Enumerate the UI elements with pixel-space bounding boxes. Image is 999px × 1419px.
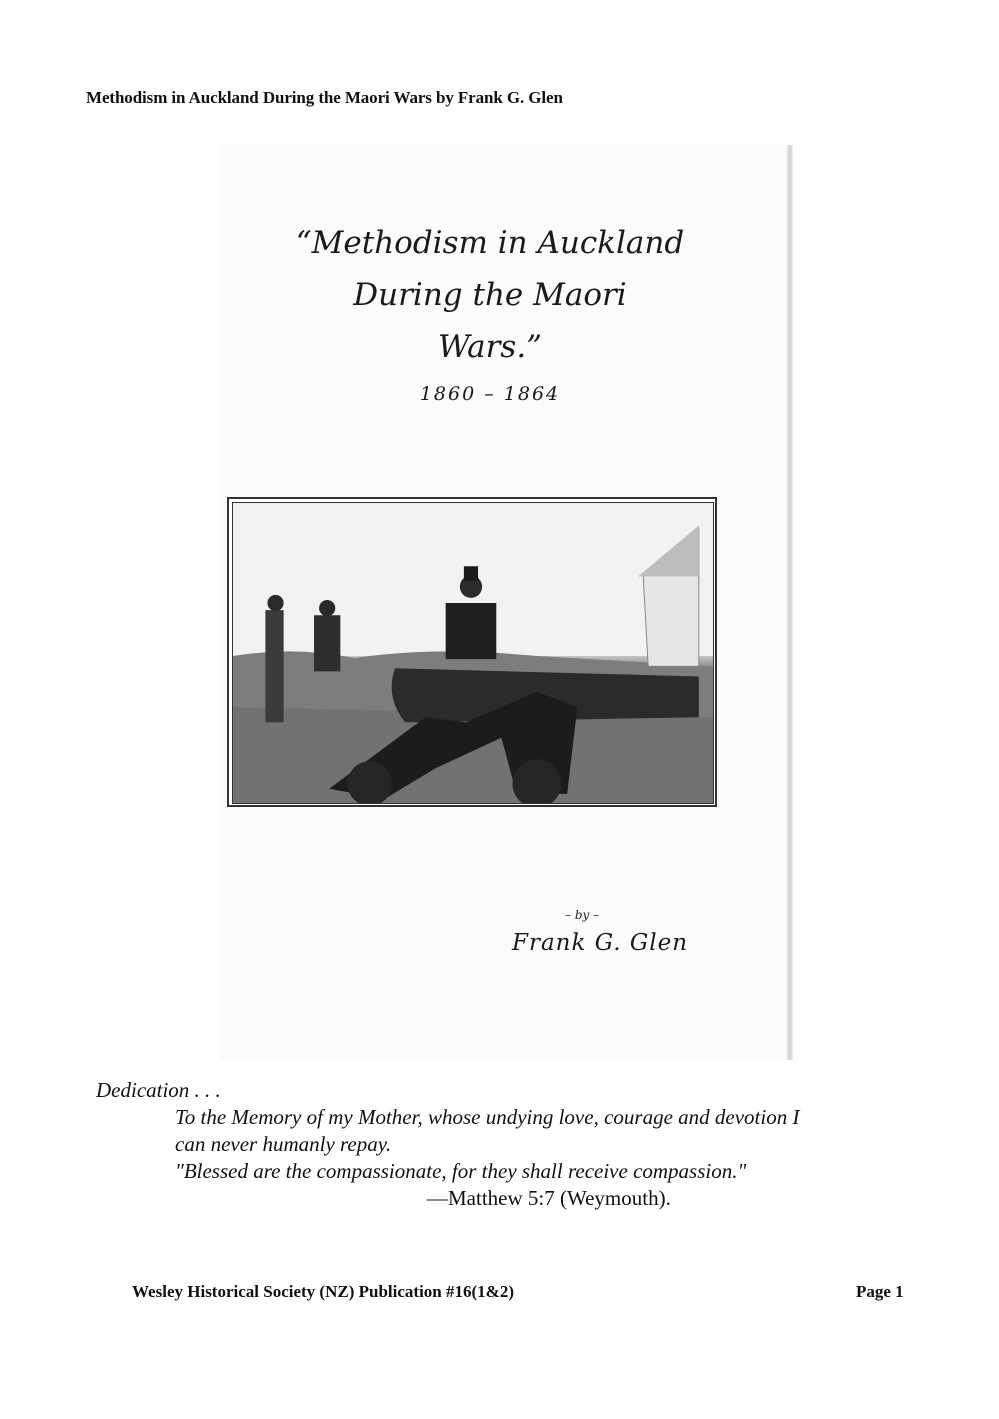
cover-edge-shadow — [787, 145, 793, 1060]
document-header-title: Methodism in Auckland During the Maori Wars by Frank G. Glen — [86, 88, 563, 107]
dedication-heading: Dedication . . . — [96, 1078, 221, 1102]
cannon-photo-icon — [233, 503, 713, 803]
book-cover — [220, 145, 793, 1060]
cover-years: 1860 – 1864 — [419, 383, 561, 405]
dedication-line: can never humanly repay. — [175, 1132, 392, 1156]
cover-title — [220, 217, 760, 373]
cover-title-line: During the Maori — [353, 277, 627, 313]
cover-by-label: – by – — [565, 908, 600, 922]
cover-title-line: “Methodism in Auckland — [295, 225, 685, 261]
cover-title-line: Wars.” — [437, 329, 543, 365]
dedication-line: To the Memory of my Mother, whose undying love, courage and devotion I — [175, 1105, 800, 1129]
dedication-quote: "Blessed are the compassionate, for they shall receive compassion." — [175, 1159, 747, 1183]
cover-photo-frame — [227, 497, 717, 807]
cover-photo — [232, 502, 714, 804]
dedication-attribution: —Matthew 5:7 (Weymouth). — [427, 1186, 671, 1210]
footer-publication: Wesley Historical Society (NZ) Publication #16(1&2) — [132, 1282, 514, 1301]
page-number: Page 1 — [856, 1282, 904, 1301]
cover-author: Frank G. Glen — [512, 930, 689, 956]
